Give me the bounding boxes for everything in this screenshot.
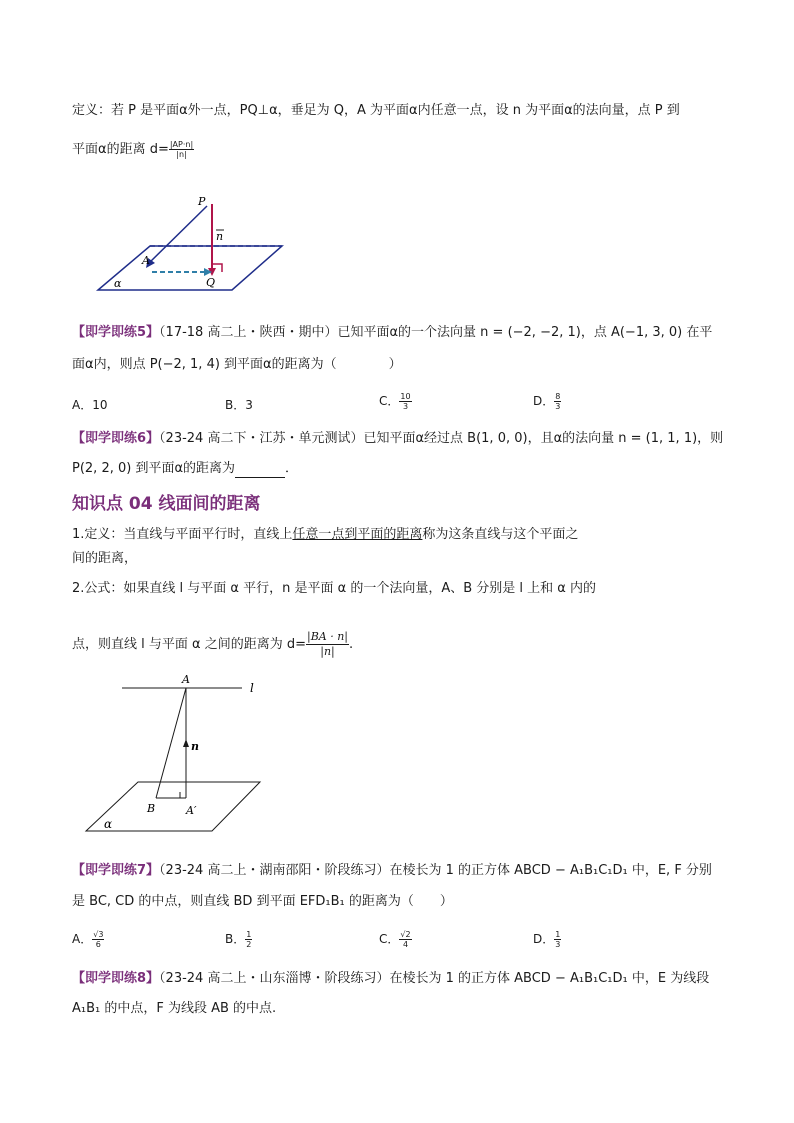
- kp4-fraction-den: |n|: [320, 645, 335, 658]
- option-d-label: D．: [533, 394, 555, 408]
- plane-alpha-shape: [98, 246, 282, 290]
- option-a-label: A．: [72, 932, 93, 946]
- exercise-8-line1: [72, 970, 709, 988]
- exercise-8-tag: 【即学即练8】: [72, 971, 160, 986]
- option-d-num: 1: [555, 930, 561, 939]
- exercise-6-text2: P(2, 2, 0) 到平面α的距离为: [72, 461, 236, 476]
- kp4-formula-end: .: [349, 637, 354, 652]
- exercise-7-tag: 【即学即练7】: [72, 863, 160, 878]
- exercise-7-line2: 是 BC, CD 的中点，则直线 BD 到平面 EFD₁B₁ 的距离为（ ）: [72, 894, 453, 909]
- kp4-formula-text: 点，则直线 l 与平面 α 之间的距离为 d=: [72, 637, 306, 652]
- kp4-fraction: [306, 630, 349, 659]
- option-c-fraction: [399, 930, 411, 949]
- normal-arrowhead: [183, 739, 189, 747]
- fraction-numerator: |AP·n|: [169, 140, 194, 149]
- option-d-label: D．: [533, 932, 555, 946]
- label-alpha: α: [114, 277, 122, 290]
- plane-distance-figure: [90, 190, 300, 300]
- fraction-denominator: |n|: [176, 150, 187, 159]
- option-a-den: 6: [95, 940, 101, 949]
- label-n: n: [191, 740, 199, 753]
- exercise-6-text1: 已知平面α经过点 B(1, 0, 0)，且α的法向量 n = (1, 1, 1)，则: [363, 431, 724, 446]
- option-b-num: 1: [246, 930, 252, 939]
- option-d-fraction: [554, 392, 561, 411]
- option-b-den: 2: [246, 940, 252, 949]
- option-c-num: √2: [400, 930, 411, 939]
- option-c-label: C．: [379, 394, 400, 408]
- exercise-5-text1: 已知平面α的一个法向量 n = (−2, −2, 1)，点 A(−1, 3, 0) 在平: [337, 325, 713, 340]
- segment-pa: [148, 206, 207, 264]
- label-b: B: [147, 802, 156, 815]
- kp4-def-underline: 任意一点到平面的距离: [292, 527, 423, 542]
- label-p: P: [198, 195, 206, 208]
- kp4-definition-line1: [72, 526, 578, 544]
- label-alpha: α: [104, 817, 113, 831]
- definition-line2: [72, 140, 194, 159]
- kp4-fraction-num: |BA · n|: [307, 630, 349, 643]
- exercise-5-source: （17-18 高二上・陕西・期中）: [159, 325, 338, 340]
- label-a: A: [182, 673, 190, 686]
- exercise-7-option-c[interactable]: [379, 930, 412, 949]
- exercise-7-line1: [72, 862, 712, 880]
- option-c-den: 4: [402, 940, 409, 949]
- exercise-6-line1: [72, 430, 723, 448]
- exercise-6-source: （23-24 高二下・江苏・单元测试）: [159, 431, 364, 446]
- option-c-label: C．: [379, 932, 400, 946]
- answer-blank[interactable]: [235, 465, 285, 478]
- exercise-8-line2: A₁B₁ 的中点，F 为线段 AB 的中点.: [72, 1001, 277, 1016]
- exercise-5-option-d[interactable]: [533, 392, 561, 411]
- exercise-8-source: （23-24 高二上・山东淄博・阶段练习）: [159, 971, 390, 986]
- exercise-5-line2: 面α内，则点 P(−2, 1, 4) 到平面α的距离为（ ）: [72, 357, 402, 372]
- kp4-formula-line1: 2.公式：如果直线 l 与平面 α 平行，n 是平面 α 的一个法向量，A、B 分别是 l 上和 α 内的: [72, 581, 596, 596]
- definition-line2-text: 平面α的距离 d=: [72, 142, 169, 157]
- exercise-5-tag: 【即学即练5】: [72, 325, 160, 340]
- exercise-7-option-a[interactable]: [72, 930, 104, 949]
- kp4-def-pre: 1.定义：当直线与平面平行时，直线上: [72, 527, 293, 542]
- label-q: Q: [206, 276, 216, 289]
- exercise-5-option-c[interactable]: [379, 392, 412, 411]
- option-c-den: 3: [402, 402, 409, 411]
- exercise-7-text1: 在棱长为 1 的正方体 ABCD − A₁B₁C₁D₁ 中，E, F 分别: [389, 863, 712, 878]
- exercise-7-option-b[interactable]: [225, 930, 252, 949]
- exercise-5-line1: [72, 324, 712, 342]
- exercise-8-text1: 在棱长为 1 的正方体 ABCD − A₁B₁C₁D₁ 中，E 为线段: [389, 971, 710, 986]
- option-d-num: 8: [555, 392, 561, 401]
- label-a-prime: A′: [186, 804, 197, 817]
- kp4-formula-line2: [72, 630, 353, 659]
- label-a: A: [142, 254, 150, 267]
- option-b-fraction: [245, 930, 252, 949]
- label-n: n: [216, 230, 224, 243]
- option-d-den: 3: [555, 940, 561, 949]
- definition-line1: 定义：若 P 是平面α外一点，PQ⊥α，垂足为 Q，A 为平面α内任意一点，设 n 为平面α的法向量，点 P 到: [72, 103, 680, 118]
- option-a-fraction: [92, 930, 104, 949]
- exercise-6-line2: [72, 460, 298, 478]
- distance-fraction: [169, 140, 194, 159]
- exercise-5-option-b[interactable]: B．3: [225, 398, 253, 412]
- option-a-num: √3: [93, 930, 104, 939]
- option-d-fraction: [554, 930, 561, 949]
- kp4-def-post: 称为这条直线与这个平面之: [422, 527, 579, 542]
- exercise-7-option-d[interactable]: [533, 930, 561, 949]
- option-c-fraction: [399, 392, 411, 411]
- exercise-6-end: ．: [285, 461, 299, 476]
- option-d-den: 3: [555, 402, 561, 411]
- exercise-6-tag: 【即学即练6】: [72, 431, 160, 446]
- line-plane-distance-figure: [80, 668, 280, 838]
- label-l: l: [250, 681, 254, 695]
- option-b-label: B．: [225, 932, 246, 946]
- exercise-5-option-a[interactable]: A．10: [72, 398, 108, 412]
- exercise-7-source: （23-24 高二上・湖南邵阳・阶段练习）: [159, 863, 390, 878]
- option-c-num: 10: [400, 392, 411, 401]
- knowledge-point-04-title: 知识点 04 线面间的距离: [72, 494, 261, 514]
- kp4-definition-line2: 间的距离，: [72, 551, 138, 566]
